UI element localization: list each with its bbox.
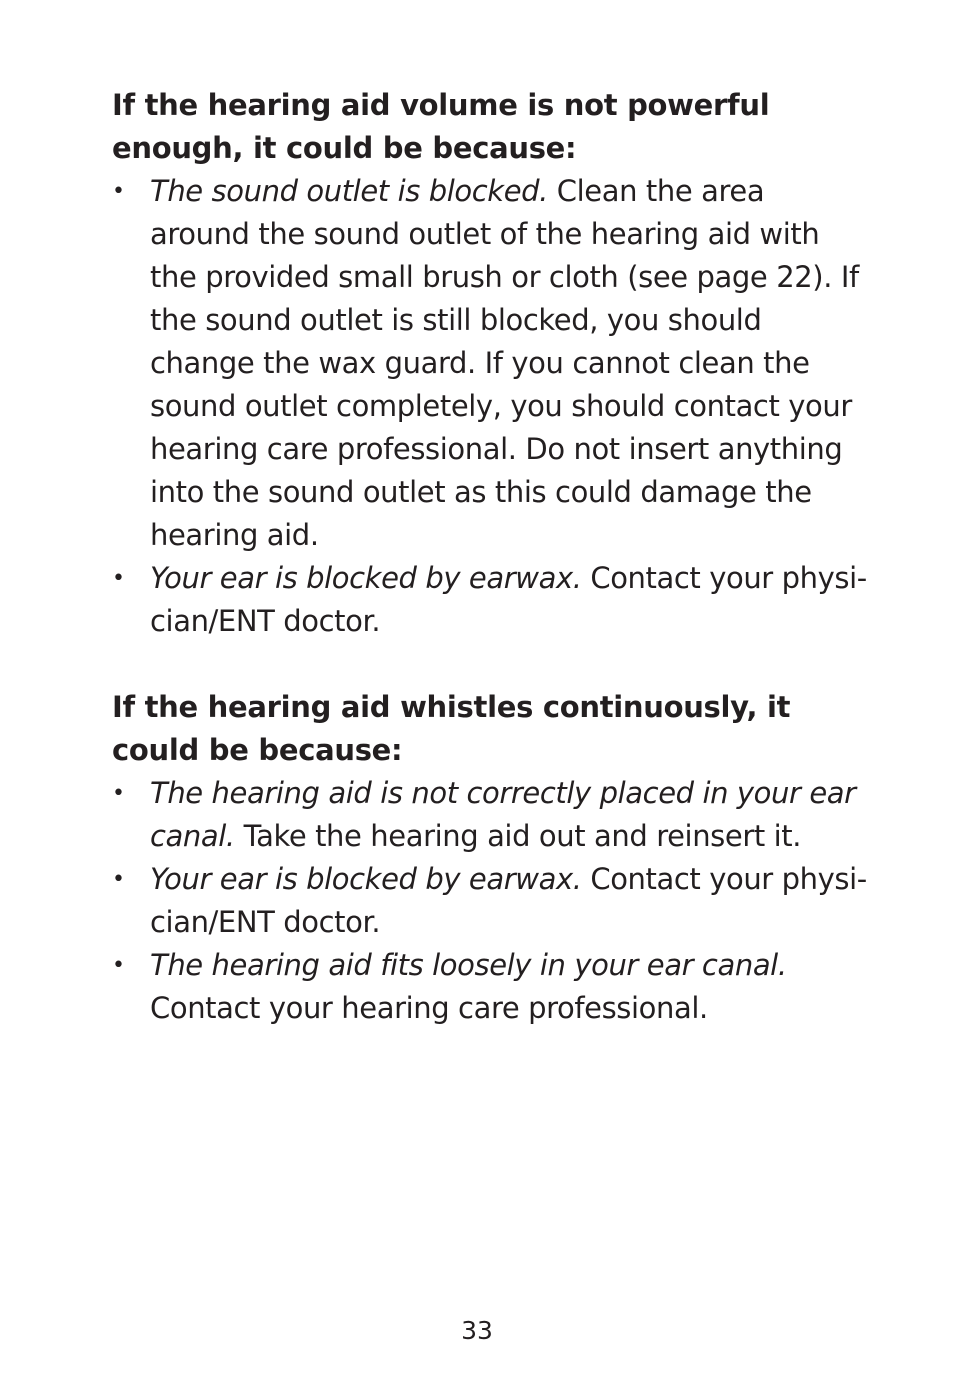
manual-page-content — [112, 84, 872, 1030]
cause-text: The hearing aid is not correctly placed in your ear canal. — [150, 776, 856, 853]
list-item — [112, 772, 872, 858]
list-item — [112, 170, 872, 557]
bullet-icon: • — [112, 953, 125, 978]
section-heading: If the hearing aid whistles continuously, it could be because: — [112, 690, 791, 767]
bullet-icon: • — [112, 179, 125, 204]
remedy-text: Contact your physician/ENT doctor. — [150, 561, 868, 638]
remedy-text: Clean the area around the sound outlet of the hearing aid with the provided small brush or cloth (see page 22). If the sound outlet is still blocked, you should change the wax guard. If you cannot clean the sound outlet completely, you should contact your hearing care professional. Do not insert anything into the sound outlet as this could damage the hearing aid. — [150, 174, 859, 552]
cause-list — [112, 772, 872, 1030]
cause-text: Your ear is blocked by earwax. — [150, 862, 582, 896]
section-volume-not-powerful — [112, 84, 872, 643]
bullet-icon: • — [112, 781, 125, 806]
bullet-icon: • — [112, 566, 125, 591]
remedy-text: Contact your physician/ENT doctor. — [150, 862, 868, 939]
remedy-text: Contact your hearing care professional. — [150, 991, 708, 1025]
cause-text: Your ear is blocked by earwax. — [150, 561, 582, 595]
cause-text: The sound outlet is blocked. — [150, 174, 548, 208]
cause-text: The hearing aid fits loosely in your ear canal. — [150, 948, 787, 982]
remedy-text: Take the hearing aid out and reinsert it. — [234, 819, 802, 853]
page-number: 33 — [461, 1316, 493, 1345]
cause-list — [112, 170, 872, 643]
bullet-icon: • — [112, 867, 125, 892]
list-item — [112, 557, 872, 643]
list-item — [112, 944, 872, 1030]
section-heading: If the hearing aid volume is not powerful enough, it could be because: — [112, 88, 770, 165]
section-whistles-continuously — [112, 686, 872, 1030]
list-item — [112, 858, 872, 944]
